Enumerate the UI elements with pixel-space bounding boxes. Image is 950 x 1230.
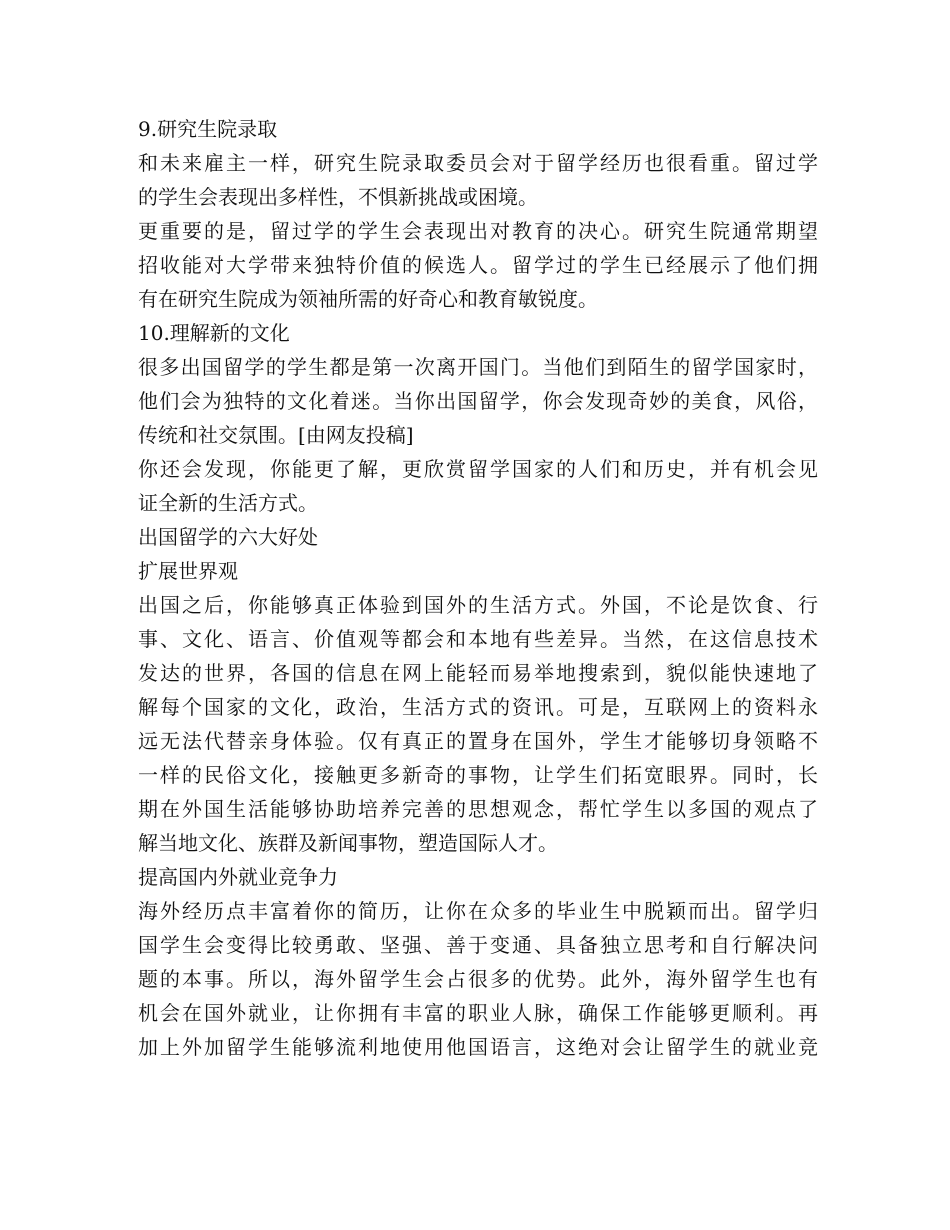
paragraph-line: 机会在国外就业，让你拥有丰富的职业人脉，确保工作能够更顺利。再 <box>138 1001 818 1025</box>
heading-graduate-admission: 9.研究生院录取 <box>138 117 278 141</box>
paragraph-line: 发达的世界，各国的信息在网上能轻而易举地搜索到，貌似能快速地了 <box>138 661 818 685</box>
paragraph-line: 期在外国生活能够协助培养完善的思想观念，帮忙学生以多国的观点了 <box>138 797 818 821</box>
paragraph-line: 事、文化、语言、价值观等都会和本地有些差异。当然，在这信息技术 <box>138 627 818 651</box>
paragraph-line: 一样的民俗文化，接触更多新奇的事物，让学生们拓宽眼界。同时，长 <box>138 763 818 787</box>
paragraph-line: 有在研究生院成为领袖所需的好奇心和教育敏锐度。 <box>138 287 598 311</box>
paragraph-line: 海外经历点丰富着你的简历，让你在众多的毕业生中脱颖而出。留学归 <box>138 899 818 923</box>
paragraph-line: 解每个国家的文化，政治，生活方式的资讯。可是，互联网上的资料永 <box>138 695 818 719</box>
paragraph-line: 你还会发现，你能更了解，更欣赏留学国家的人们和历史，并有机会见 <box>138 457 818 481</box>
heading-six-benefits: 出国留学的六大好处 <box>138 525 318 549</box>
paragraph-line: 更重要的是，留过学的学生会表现出对教育的决心。研究生院通常期望 <box>138 219 818 243</box>
paragraph-line: 证全新的生活方式。 <box>138 491 318 515</box>
heading-understand-culture: 10.理解新的文化 <box>138 321 290 345</box>
paragraph-line: 招收能对大学带来独特价值的候选人。留学过的学生已经展示了他们拥 <box>138 253 818 277</box>
paragraph-line: 传统和社交氛围。[由网友投稿] <box>138 423 414 447</box>
paragraph-line: 他们会为独特的文化着迷。当你出国留学，你会发现奇妙的美食，风俗， <box>138 389 818 413</box>
paragraph-line: 题的本事。所以，海外留学生会占很多的优势。此外，海外留学生也有 <box>138 967 818 991</box>
paragraph-line: 和未来雇主一样，研究生院录取委员会对于留学经历也很看重。留过学 <box>138 151 818 175</box>
paragraph-line: 远无法代替亲身体验。仅有真正的置身在国外，学生才能够切身领略不 <box>138 729 818 753</box>
heading-expand-worldview: 扩展世界观 <box>138 559 238 583</box>
heading-employment-competitiveness: 提高国内外就业竞争力 <box>138 865 338 889</box>
paragraph-line: 出国之后，你能够真正体验到国外的生活方式。外国，不论是饮食、行 <box>138 593 818 617</box>
document-page <box>138 112 818 1064</box>
paragraph-line: 解当地文化、族群及新闻事物，塑造国际人才。 <box>138 831 558 855</box>
paragraph-line: 的学生会表现出多样性，不惧新挑战或困境。 <box>138 185 538 209</box>
paragraph-line: 国学生会变得比较勇敢、坚强、善于变通、具备独立思考和自行解决问 <box>138 933 818 957</box>
paragraph-line: 很多出国留学的学生都是第一次离开国门。当他们到陌生的留学国家时， <box>138 355 818 379</box>
paragraph-line: 加上外加留学生能够流利地使用他国语言，这绝对会让留学生的就业竞 <box>138 1035 818 1059</box>
